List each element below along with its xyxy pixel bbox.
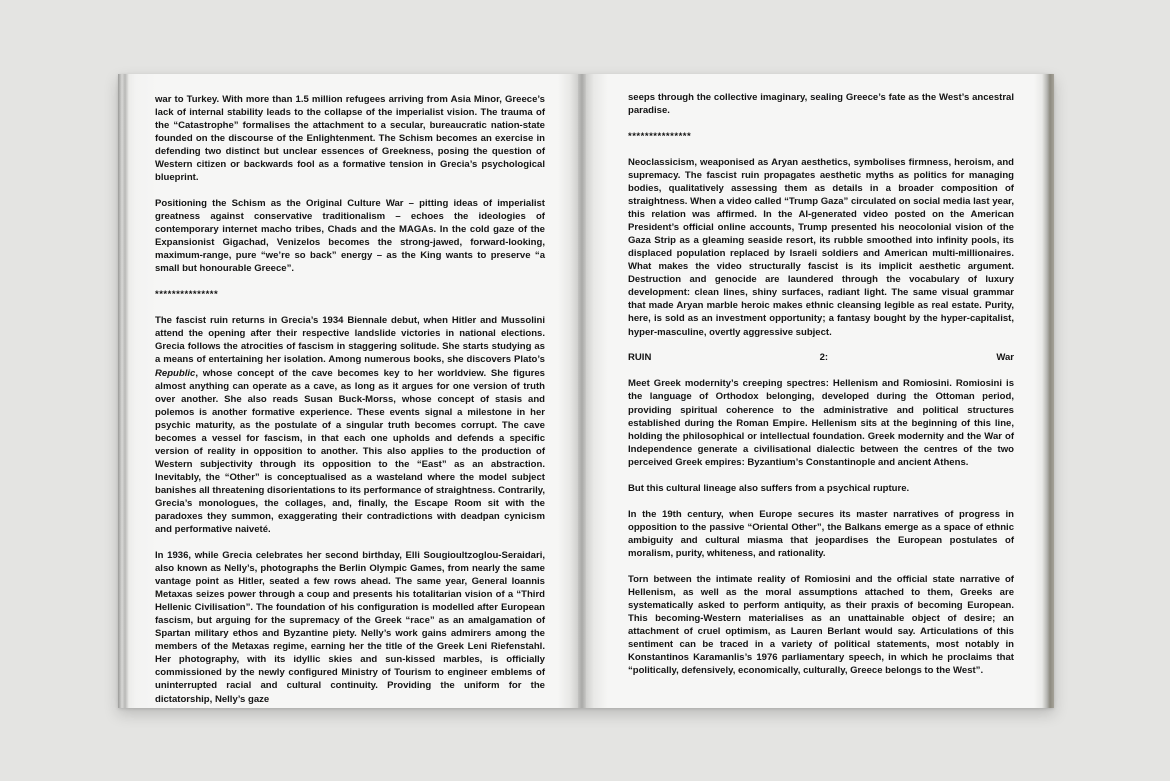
book-gutter (578, 74, 586, 708)
heading-word: War (996, 352, 1014, 364)
section-heading (628, 351, 1014, 364)
left-page-text (155, 93, 545, 706)
paragraph: Meet Greek modernity’s creeping spectres: Hellenism and Romiosini. Romiosini is the language of Orthodox belonging, developed during the Ottoman period, providing spiritual coherence to the administrative and political structures established during the Roman Empire. Hellenism sits at the beginning of this line, holding the philosophical or intellectual foundation. Greek modernity and the War of Independence generate a civilisational dialectic between the centres of the two perceived Greek empires: Byzantium’s Constantinople and ancient Athens. (628, 378, 1014, 468)
heading-number: 2: (819, 352, 829, 364)
book-spread (118, 74, 1054, 708)
section-separator: *************** (628, 130, 692, 142)
paragraph: seeps through the collective imaginary, sealing Greece’s fate as the West’s ancestral paradise. (628, 92, 1014, 117)
paragraph: war to Turkey. With more than 1.5 million refugees arriving from Asia Minor, Greece’s lack of internal stability leads to the collapse of the imperialist vision. The trauma of the “Catastrophe” formalises the attachment to a secular, bureaucratic nation-state founded on the discourse of the Enlightenment. The Schism becomes an exercise in defending two distinct but unclear essences of Greekness, posing the question of Western citizen or backwards fool as a formative tension in Grecia’s psychological blueprint. (155, 94, 545, 184)
paragraph: In 1936, while Grecia celebrates her second birthday, Elli Sougioultzoglou-Seraidari, also known as Nelly’s, photographs the Berlin Olympic Games, from nearly the same vantage point as Hitler, seated a few rows ahead. The same year, General Ioannis Metaxas seizes power through a coup and presents his totalitarian vision of a “Third Hellenic Civilisation”. The foundation of his configuration is modelled after European fascism, but arguing for the supremacy of the Greek “race” as an amalgamation of Spartan military ethos and Byzantine piety. Nelly’s work gains admirers among the members of the Metaxas regime, earning her the title of the Greek Leni Riefenstahl. Her photography, with its idyllic skies and sun-kissed marbles, is officially commissioned by the newly configured Ministry of Tourism to engineer emblems of uninterrupted racial and cultural continuity. Providing the uniform for the dictatorship, Nelly’s gaze (155, 550, 545, 705)
paragraph: But this cultural lineage also suffers from a psychical rupture. (628, 482, 910, 494)
section-separator: *************** (155, 289, 219, 301)
paragraph: Neoclassicism, weaponised as Aryan aesthetics, symbolises firmness, heroism, and supremacy. The fascist ruin propagates aesthetic myths as politics for managing bodies, qualitatively assessing them as details in a broader composition of straightness. When a video called “Trump Gaza” circulated on social media last year, this relation was affirmed. In the AI-generated video posted on the American President’s official online accounts, Trump presented his neocolonial vision of the Gaza Strip as a gleaming seaside resort, its rubble smoothed into infinity pools, its displaced population replaced by Israeli soldiers and American multi-millionaires. What makes the video structurally fascist is its implicit aesthetic argument. Destruction and genocide are laundered through the vocabulary of luxury development: clean lines, shiny surfaces, radiant light. The same visual grammar that made Aryan marble heroic makes ethnic cleansing legible as real estate. Purity, here, is sold as an investment opportunity; a fantasy bought by the hyper-capitalist, hyper-masculine, overtly aggressive subject. (628, 156, 1014, 338)
book-title: Republic (155, 367, 196, 379)
paragraph-text: , whose concept of the cave becomes key to her worldview. She figures almost anything can operate as a cave, as long as it argues for one version of truth over another. She also reads Susan Buck-Morss, whose concept of stasis and polemos is another formative experience. These events signal a milestone in her psychic maturity, as the postulate of a singular truth becomes corrupt. The cave becomes a vessel for fascism, in that each one upholds and defends a specific version of reality in opposition to another. This also applies to the production of Western subjectivity through its opposition to the “East” as an abstraction. Inevitably, the “Other” is conceptualised as a wasteland where the model subject banishes all threatening disorientations to its performance of straightness. Contrarily, Grecia’s monologues, the collages, and, finally, the Escape Room sit with the paradoxes they summon, exaggerating their contradictions with deadpan cynicism and performative naiveté. (155, 367, 545, 536)
right-page (586, 74, 1054, 708)
paragraph-text: The fascist ruin returns in Grecia’s 1934 Biennale debut, when Hitler and Mussolini attend the opening after their respective landslide victories in national elections. Grecia follows the atrocities of fascism in staggering solitude. She starts studying as a means of entertaining her isolation. Among numerous books, she discovers Plato’s (155, 315, 545, 366)
left-page (118, 74, 578, 708)
paragraph: In the 19th century, when Europe secures its master narratives of progress in opposition to the passive “Oriental Other”, the Balkans emerge as a space of ethnic ambiguity and cultural miasma that jeopardises the European postulates of moralism, purity, whiteness, and rationality. (628, 508, 1014, 559)
paragraph: Positioning the Schism as the Original Culture War – pitting ideas of imperialist greatness against conservative traditionalism – echoes the ideologies of contemporary internet macho tribes, Chads and the MAGAs. In the cold gaze of the Expansionist Gigachad, Venizelos becomes the strong-jawed, forward-looking, maximum-range, pure “we’re so back” energy – as the King wants to preserve “a small but honourable Greece”. (155, 198, 545, 275)
paragraph (155, 314, 545, 536)
paragraph: Torn between the intimate reality of Romiosini and the official state narrative of Hellenism, as well as the moral assumptions attached to them, Greeks are systematically asked to perform antiquity, as their praxis of becoming European. This becoming-Western materialises as an unattainable object of desire; an attachment of cruel optimism, as Lauren Berlant would say. Articulations of this sentiment can be traced in a variety of political statements, most notably in Konstantinos Karamanlis’s 1976 parliamentary speech, in which he proclaims that “politically, defensively, economically, culturally, Greece belongs to the West”. (628, 573, 1014, 676)
right-page-text (628, 91, 1014, 677)
heading-word: RUIN (628, 352, 652, 364)
